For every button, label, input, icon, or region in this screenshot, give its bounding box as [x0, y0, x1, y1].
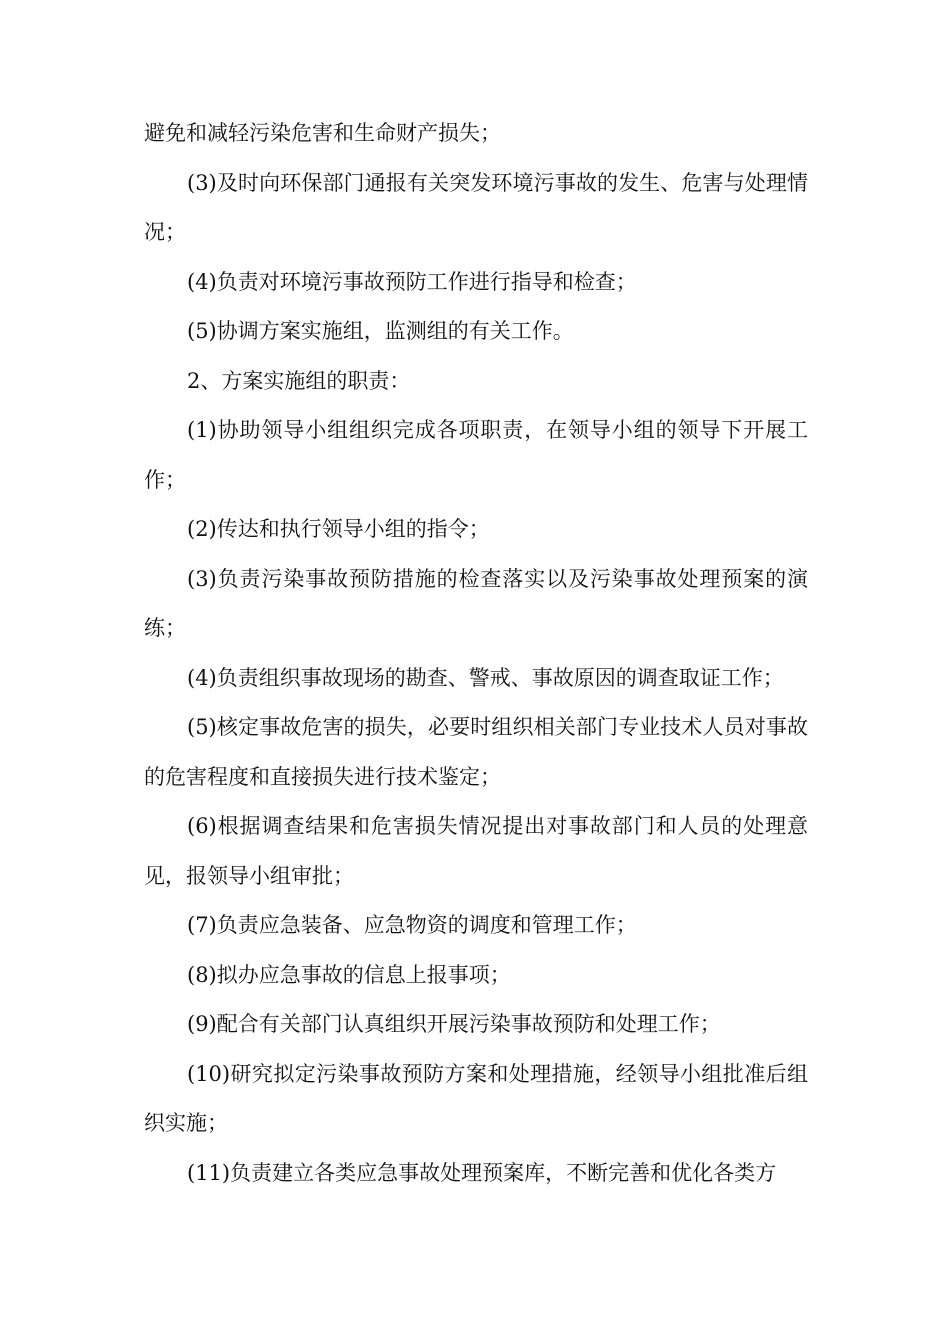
paragraph: (8)拟办应急事故的信息上报事项；	[187, 962, 511, 987]
paragraph: (1)协助领导小组组织完成各项职责，在领导小组的领导下开展工作；	[144, 418, 808, 492]
paragraph: (5)核定事故危害的损失，必要时组织相关部门专业技术人员对事故的危害程度和直接损失进行技术鉴定；	[144, 715, 808, 789]
paragraph: (9)配合有关部门认真组织开展污染事故预防和处理工作；	[187, 1012, 721, 1036]
paragraph: (11)负责建立各类应急事故处理预案库，不断完善和优化各类方	[187, 1160, 777, 1185]
document-body	[144, 109, 808, 1198]
paragraph: 避免和减轻污染危害和生命财产损失；	[144, 121, 501, 145]
paragraph: (3)负责污染事故预防措施的检查落实以及污染事故处理预案的演练；	[144, 566, 808, 640]
section-heading: 2、方案实施组的职责：	[187, 368, 411, 393]
paragraph: (2)传达和执行领导小组的指令；	[187, 517, 490, 541]
paragraph: (4)负责组织事故现场的勘查、警戒、事故原因的调查取证工作；	[187, 665, 784, 690]
paragraph: (4)负责对环境污事故预防工作进行指导和检查；	[187, 269, 637, 294]
paragraph: (7)负责应急装备、应急物资的调度和管理工作；	[187, 913, 637, 937]
paragraph: (10)研究拟定污染事故预防方案和处理措施，经领导小组批准后组织实施；	[144, 1061, 808, 1135]
paragraph: (6)根据调查结果和危害损失情况提出对事故部门和人员的处理意见，报领导小组审批；	[144, 814, 808, 888]
paragraph: (5)协调方案实施组，监测组的有关工作。	[187, 319, 574, 343]
paragraph: (3)及时向环保部门通报有关突发环境污事故的发生、危害与处理情况；	[144, 170, 808, 244]
